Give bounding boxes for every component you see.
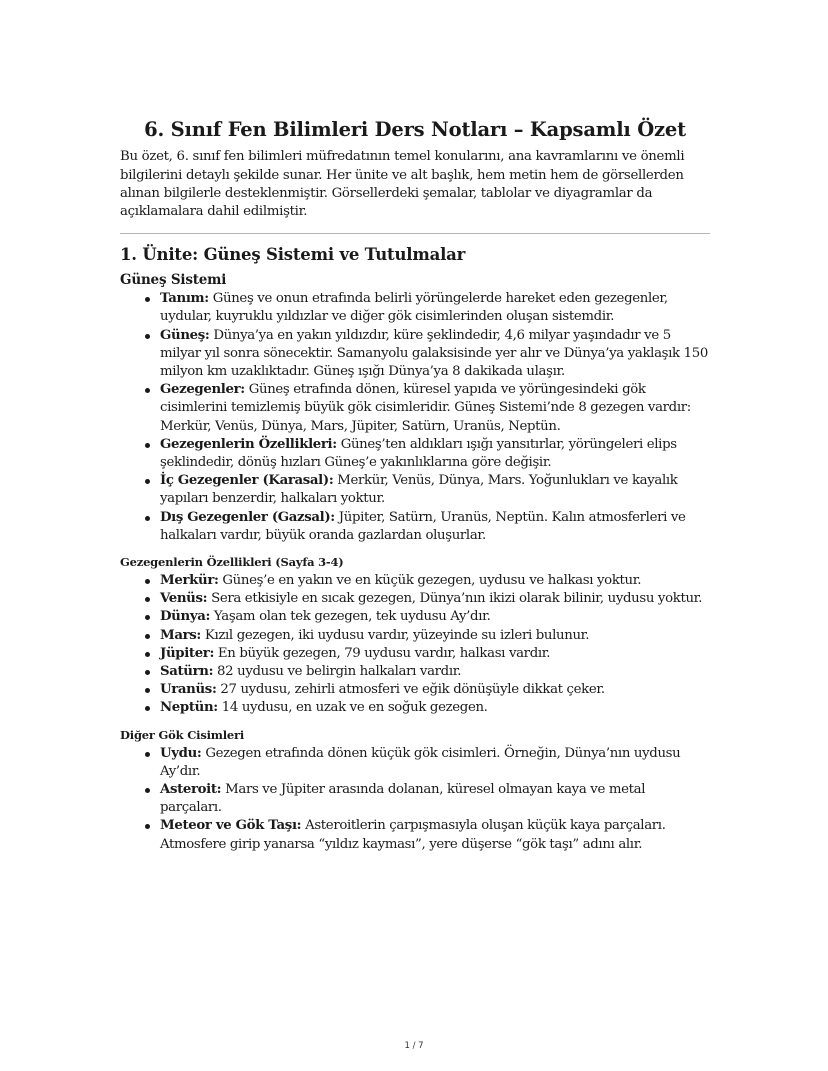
term-label: Uydu: bbox=[160, 745, 202, 761]
term-text: Merkür, Venüs, Dünya, Mars. Yoğunlukları ve kayalık yapıları benzerdir, halkaları yoktur. bbox=[160, 473, 678, 507]
other-bodies-list bbox=[120, 745, 710, 854]
term-text: Asteroitlerin çarpışmasıyla oluşan küçük kaya parçaları. Atmosfere girip yanarsa “yıldız kayması”, yere düşerse “gök taşı” adını alır. bbox=[160, 818, 666, 852]
term-label: Venüs: bbox=[160, 591, 208, 607]
term-text: Kızıl gezegen, iki uydusu vardır, yüzeyinde su izleri bulunur. bbox=[201, 627, 590, 643]
section-heading-planets: Gezegenlerin Özellikleri (Sayfa 3-4) bbox=[120, 555, 344, 570]
list-item bbox=[160, 436, 710, 472]
term-text: Güneş ve onun etrafında belirli yörüngelerde hareket eden gezegenler, uydular, kuyruklu yıldızlar ve diğer gök cisimlerinden oluşan sistemdir. bbox=[160, 291, 668, 325]
list-item bbox=[160, 509, 710, 545]
term-text: Sera etkisiyle en sıcak gezegen, Dünya’nın ikizi olarak bilinir, uydusu yoktur. bbox=[207, 591, 703, 607]
list-item bbox=[160, 608, 710, 626]
solar-system-list bbox=[120, 290, 710, 545]
section-divider bbox=[120, 233, 710, 234]
term-text: Güneş’ten aldıkları ışığı yansıtırlar, yörüngeleri elips şeklindedir, dönüş hızları Güneş’e yakınlıklarına göre değişir. bbox=[160, 436, 677, 470]
intro-paragraph: Bu özet, 6. sınıf fen bilimleri müfredatının temel konularını, ana kavramlarını ve önemli bilgilerini detaylı şekilde sunar. Her ünite ve alt başlık, hem metin hem de görsellerden alınan bilgilerle desteklenmiştir. Görsellerdeki şemalar, tablolar ve diyagramlar da açıklamalara dahil edilmiştir. bbox=[120, 149, 685, 219]
term-label: Dünya: bbox=[160, 609, 211, 625]
term-label: Tanım: bbox=[160, 291, 209, 307]
term-label: Gezegenlerin Özellikleri: bbox=[160, 436, 337, 452]
list-item bbox=[160, 781, 710, 817]
term-label: Uranüs: bbox=[160, 682, 217, 698]
list-item bbox=[160, 327, 710, 382]
term-label: Jüpiter: bbox=[160, 645, 215, 661]
term-label: Asteroit: bbox=[160, 781, 222, 797]
term-label: Satürn: bbox=[160, 663, 214, 679]
term-label: İç Gezegenler (Karasal): bbox=[160, 473, 334, 489]
term-label: Mars: bbox=[160, 627, 201, 643]
unit-heading: 1. Ünite: Güneş Sistemi ve Tutulmalar bbox=[120, 245, 466, 265]
term-label: Gezegenler: bbox=[160, 382, 245, 398]
term-text: 82 uydusu ve belirgin halkaları vardır. bbox=[213, 663, 462, 679]
list-item bbox=[160, 699, 710, 717]
list-item bbox=[160, 572, 710, 590]
term-text: En büyük gezegen, 79 uydusu vardır, halkası vardır. bbox=[214, 645, 551, 661]
list-item bbox=[160, 381, 710, 436]
term-label: Meteor ve Gök Taşı: bbox=[160, 818, 302, 834]
term-text: 14 uydusu, en uzak ve en soğuk gezegen. bbox=[217, 700, 488, 716]
document-title: 6. Sınıf Fen Bilimleri Ders Notları – Kapsamlı Özet bbox=[144, 118, 686, 141]
page-number: 1 / 7 bbox=[404, 1041, 424, 1051]
list-item bbox=[160, 681, 710, 699]
term-text: Gezegen etrafında dönen küçük gök cisimleri. Örneğin, Dünya’nın uydusu Ay’dır. bbox=[160, 745, 681, 779]
term-label: Dış Gezegenler (Gazsal): bbox=[160, 509, 335, 525]
list-item bbox=[160, 663, 710, 681]
planets-list bbox=[120, 572, 710, 718]
term-text: Güneş’e en yakın ve en küçük gezegen, uydusu ve halkası yoktur. bbox=[218, 572, 642, 588]
term-text: Dünya’ya en yakın yıldızdır, küre şeklindedir, 4,6 milyar yaşındadır ve 5 milyar yıl sonra sönecektir. Samanyolu galaksisinde yer alır ve Dünya’ya yaklaşık 150 milyon km uzaklıktadır. Güneş ışığı Dünya’ya 8 dakikada ulaşır. bbox=[160, 327, 708, 379]
list-item bbox=[160, 290, 710, 326]
list-item bbox=[160, 817, 710, 853]
list-item bbox=[160, 745, 710, 781]
document-page bbox=[120, 118, 710, 854]
list-item bbox=[160, 472, 710, 508]
term-label: Neptün: bbox=[160, 700, 218, 716]
term-label: Güneş: bbox=[160, 327, 210, 343]
term-text: Yaşam olan tek gezegen, tek uydusu Ay’dır. bbox=[210, 609, 491, 625]
list-item bbox=[160, 590, 710, 608]
term-text: Mars ve Jüpiter arasında dolanan, küresel olmayan kaya ve metal parçaları. bbox=[160, 781, 646, 816]
section-heading-solar-system: Güneş Sistemi bbox=[120, 271, 227, 288]
term-text: 27 uydusu, zehirli atmosferi ve eğik dönüşüyle dikkat çeker. bbox=[216, 682, 605, 698]
section-heading-other-bodies: Diğer Gök Cisimleri bbox=[120, 727, 245, 742]
term-text: Jüpiter, Satürn, Uranüs, Neptün. Kalın atmosferleri ve halkaları vardır, büyük oranda gazlardan oluşurlar. bbox=[160, 509, 686, 543]
term-label: Merkür: bbox=[160, 572, 219, 588]
list-item bbox=[160, 627, 710, 645]
term-text: Güneş etrafında dönen, küresel yapıda ve yörüngesindeki gök cisimlerini temizlemiş büyük gök cisimleridir. Güneş Sistemi’nde 8 gezegen vardır: Merkür, Venüs, Dünya, Mars, Jüpiter, Satürn, Uranüs, Neptün. bbox=[160, 382, 691, 434]
list-item bbox=[160, 645, 710, 663]
